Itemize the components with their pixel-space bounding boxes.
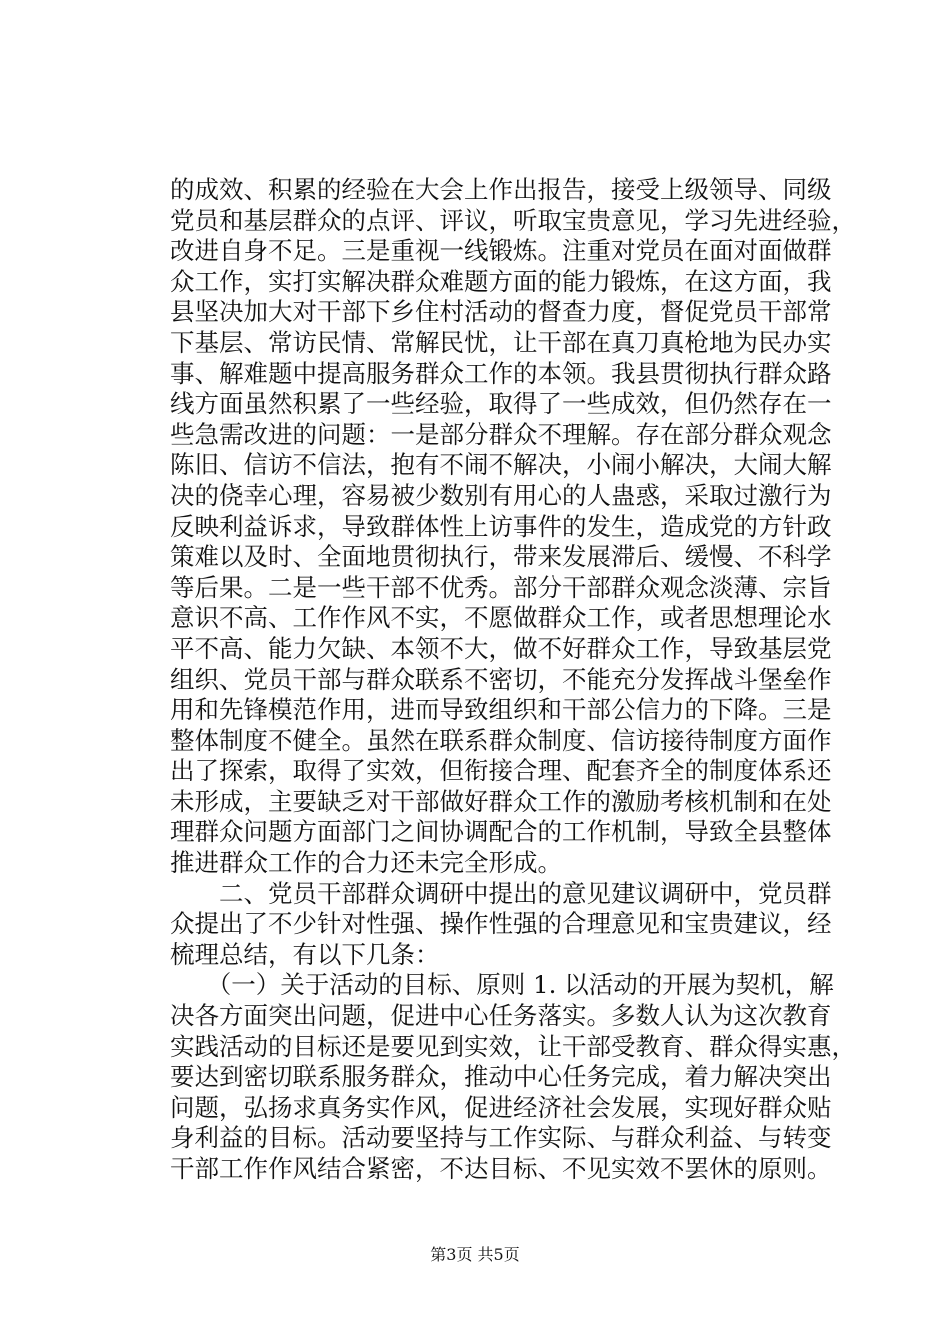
text-line: 众提出了不少针对性强、操作性强的合理意见和宝贵建议，经 bbox=[170, 909, 832, 939]
text-line: 平不高、能力欠缺、本领不大，做不好群众工作，导致基层党 bbox=[170, 633, 832, 663]
text-line: 等后果。二是一些干部不优秀。部分干部群众观念淡薄、宗旨 bbox=[170, 572, 832, 602]
text-line: 改进自身不足。三是重视一线锻炼。注重对党员在面对面做群 bbox=[170, 236, 832, 266]
text-line: 推进群众工作的合力还未完全形成。 bbox=[170, 848, 562, 878]
text-line: （一）关于活动的目标、原则 1. 以活动的开展为契机，解 bbox=[170, 970, 834, 1000]
text-line: 策难以及时、全面地贯彻执行，带来发展滞后、缓慢、不科学 bbox=[170, 542, 832, 572]
text-line: 下基层、常访民情、常解民忧，让干部在真刀真枪地为民办实 bbox=[170, 327, 832, 357]
page-footer: 第3页 共5页 bbox=[430, 1245, 520, 1264]
text-line: 问题，弘扬求真务实作风，促进经济社会发展，实现好群众贴 bbox=[170, 1092, 832, 1122]
text-line: 些急需改进的问题：一是部分群众不理解。存在部分群众观念 bbox=[170, 419, 832, 449]
text-line: 身利益的目标。活动要坚持与工作实际、与群众利益、与转变 bbox=[170, 1123, 832, 1153]
text-line: 陈旧、信访不信法，抱有不闹不解决，小闹小解决，大闹大解 bbox=[170, 450, 832, 480]
text-line: 整体制度不健全。虽然在联系群众制度、信访接待制度方面作 bbox=[170, 725, 832, 755]
text-line: 众工作，实打实解决群众难题方面的能力锻炼，在这方面，我 bbox=[170, 266, 832, 296]
text-line: 出了探索，取得了实效，但衔接合理、配套齐全的制度体系还 bbox=[170, 756, 832, 786]
text-line: 干部工作作风结合紧密，不达目标、不见实效不罢休的原则。 bbox=[170, 1154, 832, 1183]
text-line: 组织、党员干部与群众联系不密切，不能充分发挥战斗堡垒作 bbox=[170, 664, 832, 694]
text-line: 决的侥幸心理，容易被少数别有用心的人蛊惑，采取过激行为 bbox=[170, 480, 832, 510]
text-line: 实践活动的目标还是要见到实效，让干部受教育、群众得实惠， bbox=[170, 1031, 856, 1061]
text-line: 理群众问题方面部门之间协调配合的工作机制，导致全县整体 bbox=[170, 817, 832, 847]
text-line: 二、党员干部群众调研中提出的意见建议调研中，党员群 bbox=[170, 878, 832, 908]
text-line: 未形成，主要缺乏对干部做好群众工作的激励考核机制和在处 bbox=[170, 786, 832, 816]
text-line: 要达到密切联系服务群众，推动中心任务完成，着力解决突出 bbox=[170, 1062, 832, 1092]
text-line: 事、解难题中提高服务群众工作的本领。我县贯彻执行群众路 bbox=[170, 358, 832, 388]
text-line: 党员和基层群众的点评、评议，听取宝贵意见，学习先进经验， bbox=[170, 205, 856, 235]
document-body bbox=[170, 175, 856, 1185]
text-line: 的成效、积累的经验在大会上作出报告，接受上级领导、同级 bbox=[170, 175, 832, 204]
text-line: 反映利益诉求，导致群体性上访事件的发生，造成党的方针政 bbox=[170, 511, 832, 541]
text-line: 决各方面突出问题，促进中心任务落实。多数人认为这次教育 bbox=[170, 1001, 832, 1031]
text-line: 线方面虽然积累了一些经验，取得了一些成效，但仍然存在一 bbox=[170, 389, 832, 419]
text-line: 意识不高、工作作风不实，不愿做群众工作，或者思想理论水 bbox=[170, 603, 832, 633]
text-line: 县坚决加大对干部下乡住村活动的督查力度，督促党员干部常 bbox=[170, 297, 832, 327]
text-line: 用和先锋模范作用，进而导致组织和干部公信力的下降。三是 bbox=[170, 695, 832, 725]
text-line: 梳理总结，有以下几条： bbox=[170, 939, 440, 969]
